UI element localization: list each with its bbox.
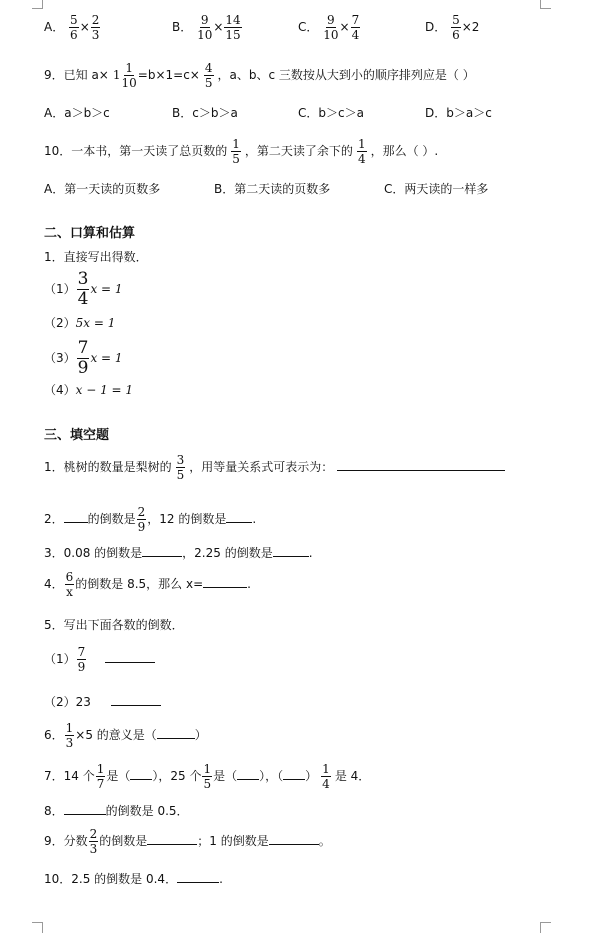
answer-blank[interactable] bbox=[177, 882, 219, 883]
fraction: $\frac{2}{9}$ bbox=[137, 505, 146, 534]
answer-blank[interactable] bbox=[111, 705, 161, 706]
section3-title: 三、填空题 bbox=[44, 428, 110, 443]
q9-option-a: A．a＞b＞c bbox=[44, 106, 110, 120]
fraction: $\frac{14}{15}$ bbox=[225, 13, 241, 42]
corner-mark-top-right bbox=[540, 0, 551, 9]
fraction: $\frac{3}{4}$ bbox=[77, 269, 89, 309]
s3-q6: 6． $\frac{1}{3}$ ×5 的意义是（ ） bbox=[44, 721, 207, 750]
fraction: $\frac{3}{5}$ bbox=[176, 453, 185, 482]
q8-option-c: C． $\frac{9}{10}$ × $\frac{7}{4}$ bbox=[298, 13, 360, 42]
answer-blank[interactable] bbox=[283, 779, 305, 780]
fraction: $\frac{1}{4}$ bbox=[322, 762, 330, 791]
corner-mark-top-left bbox=[32, 0, 43, 9]
q8-option-b: B． $\frac{9}{10}$ × $\frac{14}{15}$ bbox=[172, 13, 241, 42]
fraction: $\frac{9}{10}$ bbox=[323, 13, 339, 42]
answer-blank[interactable] bbox=[105, 662, 155, 663]
s3-q9: 9．分数 $\frac{2}{3}$ 的倒数是 ；1 的倒数是 。 bbox=[44, 827, 331, 856]
section2-q1: 1．直接写出得数． bbox=[44, 250, 148, 264]
fraction: $\frac{1}{4}$ bbox=[357, 137, 366, 166]
fraction: $\frac{5}{6}$ bbox=[452, 13, 460, 42]
corner-mark-bottom-right bbox=[540, 922, 551, 933]
s3-q5: 5．写出下面各数的倒数． bbox=[44, 618, 184, 632]
equation-item-4: （4）x − 1 = 1 bbox=[44, 383, 134, 397]
fraction: $\frac{6}{x}$ bbox=[65, 570, 74, 599]
answer-blank[interactable] bbox=[147, 844, 197, 845]
s3-q7: 7．14 个 $\frac{1}{7}$ 是（ ），25 个 $\frac{1}{5}$ 是（ ），（ ） $\frac{1}{4}$ 是 4． bbox=[44, 762, 371, 791]
answer-blank[interactable] bbox=[203, 587, 247, 588]
fraction: $\frac{7}{9}$ bbox=[77, 338, 89, 378]
answer-blank[interactable] bbox=[226, 522, 252, 523]
fraction: $\frac{7}{4}$ bbox=[351, 13, 360, 42]
fraction: $\frac{5}{6}$ bbox=[70, 13, 78, 42]
answer-blank[interactable] bbox=[64, 814, 106, 815]
answer-blank[interactable] bbox=[64, 522, 88, 523]
q8-option-d: D． $\frac{5}{6}$ ×2 bbox=[425, 13, 480, 42]
answer-blank[interactable] bbox=[269, 844, 319, 845]
fraction: $\frac{1}{3}$ bbox=[65, 721, 74, 750]
fraction: $\frac{2}{3}$ bbox=[89, 827, 98, 856]
q9-question: 9．已知 a× 1 $\frac{1}{10}$ =b×1=c× $\frac{4}{5}$ ，a、b、c 三数按从大到小的顺序排列应是（ ） bbox=[44, 61, 475, 90]
s3-q3: 3．0.08 的倒数是 ，2.25 的倒数是 . bbox=[44, 546, 313, 560]
q9-option-d: D．b＞a＞c bbox=[425, 106, 492, 120]
q8-option-a: A． $\frac{5}{6}$ × $\frac{2}{3}$ bbox=[44, 13, 100, 42]
fraction: $\frac{1}{5}$ bbox=[203, 762, 212, 791]
q9-option-c: C．b＞c＞a bbox=[298, 106, 364, 120]
equation-item-2: （2）5x = 1 bbox=[44, 316, 116, 330]
equation-item-1: （1） $\frac{3}{4}$ x = 1 bbox=[44, 269, 123, 309]
q10-option-a: A．第一天读的页数多 bbox=[44, 182, 161, 196]
answer-blank[interactable] bbox=[237, 779, 259, 780]
answer-blank[interactable] bbox=[130, 779, 152, 780]
fraction: $\frac{4}{5}$ bbox=[204, 61, 213, 90]
q10-question: 10．一本书，第一天读了总页数的 $\frac{1}{5}$ ，第二天读了余下的 $\frac{1}{4}$ ，那么（ ）. bbox=[44, 137, 439, 166]
fraction: $\frac{1}{7}$ bbox=[96, 762, 105, 791]
s3-q10: 10．2.5 的倒数是 0.4． . bbox=[44, 872, 223, 886]
q9-option-b: B．c＞b＞a bbox=[172, 106, 238, 120]
s3-q2: 2． 的倒数是 $\frac{2}{9}$ ，12 的倒数是 . bbox=[44, 505, 257, 534]
answer-blank[interactable] bbox=[273, 556, 309, 557]
section2-title: 二、口算和估算 bbox=[44, 226, 136, 241]
fraction: $\frac{1}{10}$ bbox=[121, 61, 137, 90]
fraction: $\frac{9}{10}$ bbox=[197, 13, 213, 42]
equation-item-3: （3） $\frac{7}{9}$ x = 1 bbox=[44, 338, 123, 378]
fraction: $\frac{7}{9}$ bbox=[77, 645, 86, 674]
corner-mark-bottom-left bbox=[32, 922, 43, 933]
s3-q5-item-2: （2）23 bbox=[44, 693, 161, 710]
q10-option-b: B．第二天读的页数多 bbox=[214, 182, 331, 196]
answer-blank[interactable] bbox=[142, 556, 182, 557]
answer-blank[interactable] bbox=[337, 470, 505, 471]
fraction: $\frac{2}{3}$ bbox=[91, 13, 100, 42]
answer-blank[interactable] bbox=[157, 738, 195, 739]
s3-q1: 1．桃树的数量是梨树的 $\frac{3}{5}$ ，用等量关系式可表示为： bbox=[44, 454, 505, 481]
s3-q8: 8． 的倒数是 0.5． bbox=[44, 804, 189, 818]
s3-q5-item-1: （1） $\frac{7}{9}$ bbox=[44, 646, 155, 673]
s3-q4: 4． $\frac{6}{x}$ 的倒数是 8.5，那么 x= . bbox=[44, 570, 251, 599]
fraction: $\frac{1}{5}$ bbox=[232, 137, 240, 166]
q10-option-c: C．两天读的一样多 bbox=[384, 182, 489, 196]
